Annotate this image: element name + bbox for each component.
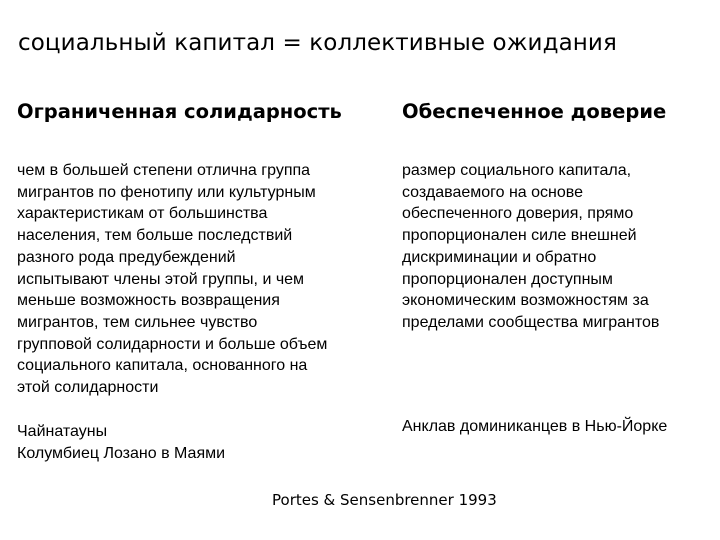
bounded-solidarity-heading: Ограниченная солидарность bbox=[17, 100, 342, 123]
bounded-solidarity-text: чем в большей степени отлична группа мигрантов по фенотипу или культурным характеристикам от большинства населения, тем больше последствий разного рода предубеждений испытывают члены этой группы, и чем меньше возможность возвращения мигрантов, тем сильнее чувство групповой солидарности и больше объем социального капитала, основанного на этой солидарности bbox=[17, 162, 328, 397]
bounded-solidarity-examples: Чайнатауны Колумбиец Лозано в Маями bbox=[17, 423, 226, 462]
slide-title: социальный капитал = коллективные ожидания bbox=[18, 30, 617, 56]
bounded-solidarity-column bbox=[17, 100, 377, 399]
enforceable-trust-example: Анклав доминиканцев в Нью-Йорке bbox=[402, 418, 668, 435]
enforceable-trust-heading: Обеспеченное доверие bbox=[402, 100, 667, 123]
enforceable-trust-column bbox=[402, 100, 712, 334]
enforceable-trust-text: размер социального капитала, создаваемого на основе обеспеченного доверия, прямо пропорционален силе внешней дискриминации и обратно пропорционален доступным экономическим возможностям за пределами сообщества мигрантов bbox=[402, 162, 660, 331]
citation: Portes & Sensenbrenner 1993 bbox=[272, 491, 497, 509]
